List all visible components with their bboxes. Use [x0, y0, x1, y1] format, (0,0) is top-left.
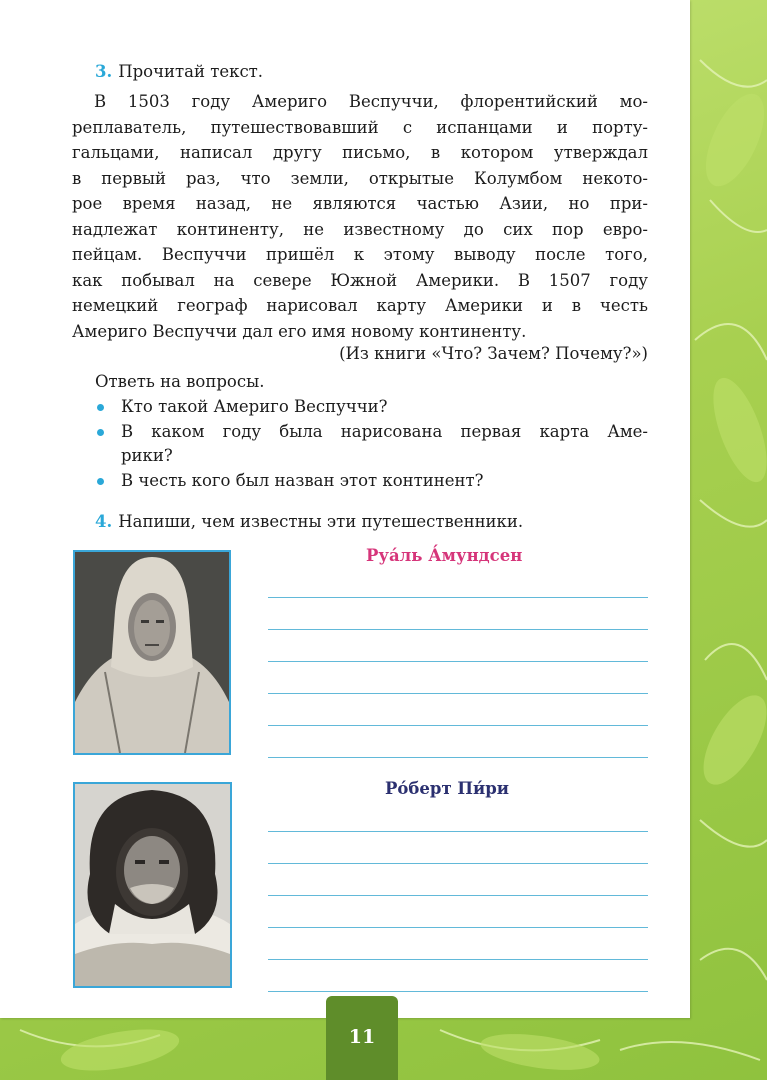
writing-line[interactable] — [268, 693, 648, 694]
task3-heading — [95, 62, 263, 81]
writing-line[interactable] — [268, 629, 648, 630]
writing-line[interactable] — [268, 661, 648, 662]
task3-number: 3. — [95, 62, 113, 81]
question-text: рики? — [121, 446, 173, 465]
task4-instruction: Напиши, чем известны эти путешественники. — [118, 512, 524, 531]
page-number-tab — [326, 996, 398, 1080]
paragraph-line: рое время назад, не являются частью Азии, но при- — [72, 194, 648, 213]
writing-line[interactable] — [268, 959, 648, 960]
writing-line[interactable] — [268, 991, 648, 992]
questions-intro: Ответь на вопросы. — [95, 372, 265, 391]
writing-line[interactable] — [268, 831, 648, 832]
task4-number: 4. — [95, 512, 113, 531]
question-item — [95, 469, 648, 494]
writing-line[interactable] — [268, 725, 648, 726]
writing-line[interactable] — [268, 863, 648, 864]
portrait-amundsen — [73, 550, 231, 755]
traveler-name-peary: Ро́берт Пи́ри — [385, 779, 510, 798]
traveler-name-amundsen: Руа́ль А́мундсен — [366, 546, 523, 565]
paragraph-line: немецкий географ нарисовал карту Америки и в честь — [72, 296, 648, 315]
paragraph-line: пейцам. Веспуччи пришёл к этому выводу после того, — [72, 245, 648, 264]
paragraph-line: Америго Веспуччи дал его имя новому континенту. — [72, 321, 527, 341]
text-source: (Из книги «Что? Зачем? Почему?») — [339, 344, 648, 363]
question-text: Кто такой Америго Веспуччи? — [121, 397, 388, 416]
task3-paragraph — [72, 89, 648, 344]
paragraph-line: в первый раз, что земли, открытые Колумбом некото- — [72, 168, 648, 188]
paragraph-line: как побывал на севере Южной Америки. В 1507 году — [72, 270, 648, 290]
bullet-dot-icon — [97, 404, 104, 411]
bullet-dot-icon — [97, 429, 104, 436]
task4-heading — [95, 512, 523, 531]
paragraph-line: реплаватель, путешествовавший с испанцами и порту- — [72, 117, 648, 137]
question-text: В честь кого был назван этот континент? — [121, 470, 484, 490]
question-item — [95, 420, 648, 469]
writing-line[interactable] — [268, 757, 648, 758]
question-text: В каком году была нарисована первая карта Аме- — [121, 421, 648, 441]
writing-line[interactable] — [268, 927, 648, 928]
portrait-peary — [73, 782, 232, 988]
paragraph-line: гальцами, написал другу письмо, в котором утверждал — [72, 143, 648, 162]
task3-instruction: Прочитай текст. — [118, 62, 264, 81]
question-item — [95, 395, 648, 420]
page-number: 11 — [348, 1026, 376, 1048]
questions-list — [95, 395, 648, 493]
paragraph-line: В 1503 году Америго Веспуччи, флорентийский мо- — [94, 92, 648, 111]
bullet-dot-icon — [97, 478, 104, 485]
paragraph-line: надлежат континенту, не известному до сих пор евро- — [72, 219, 648, 239]
writing-line[interactable] — [268, 597, 648, 598]
writing-line[interactable] — [268, 895, 648, 896]
